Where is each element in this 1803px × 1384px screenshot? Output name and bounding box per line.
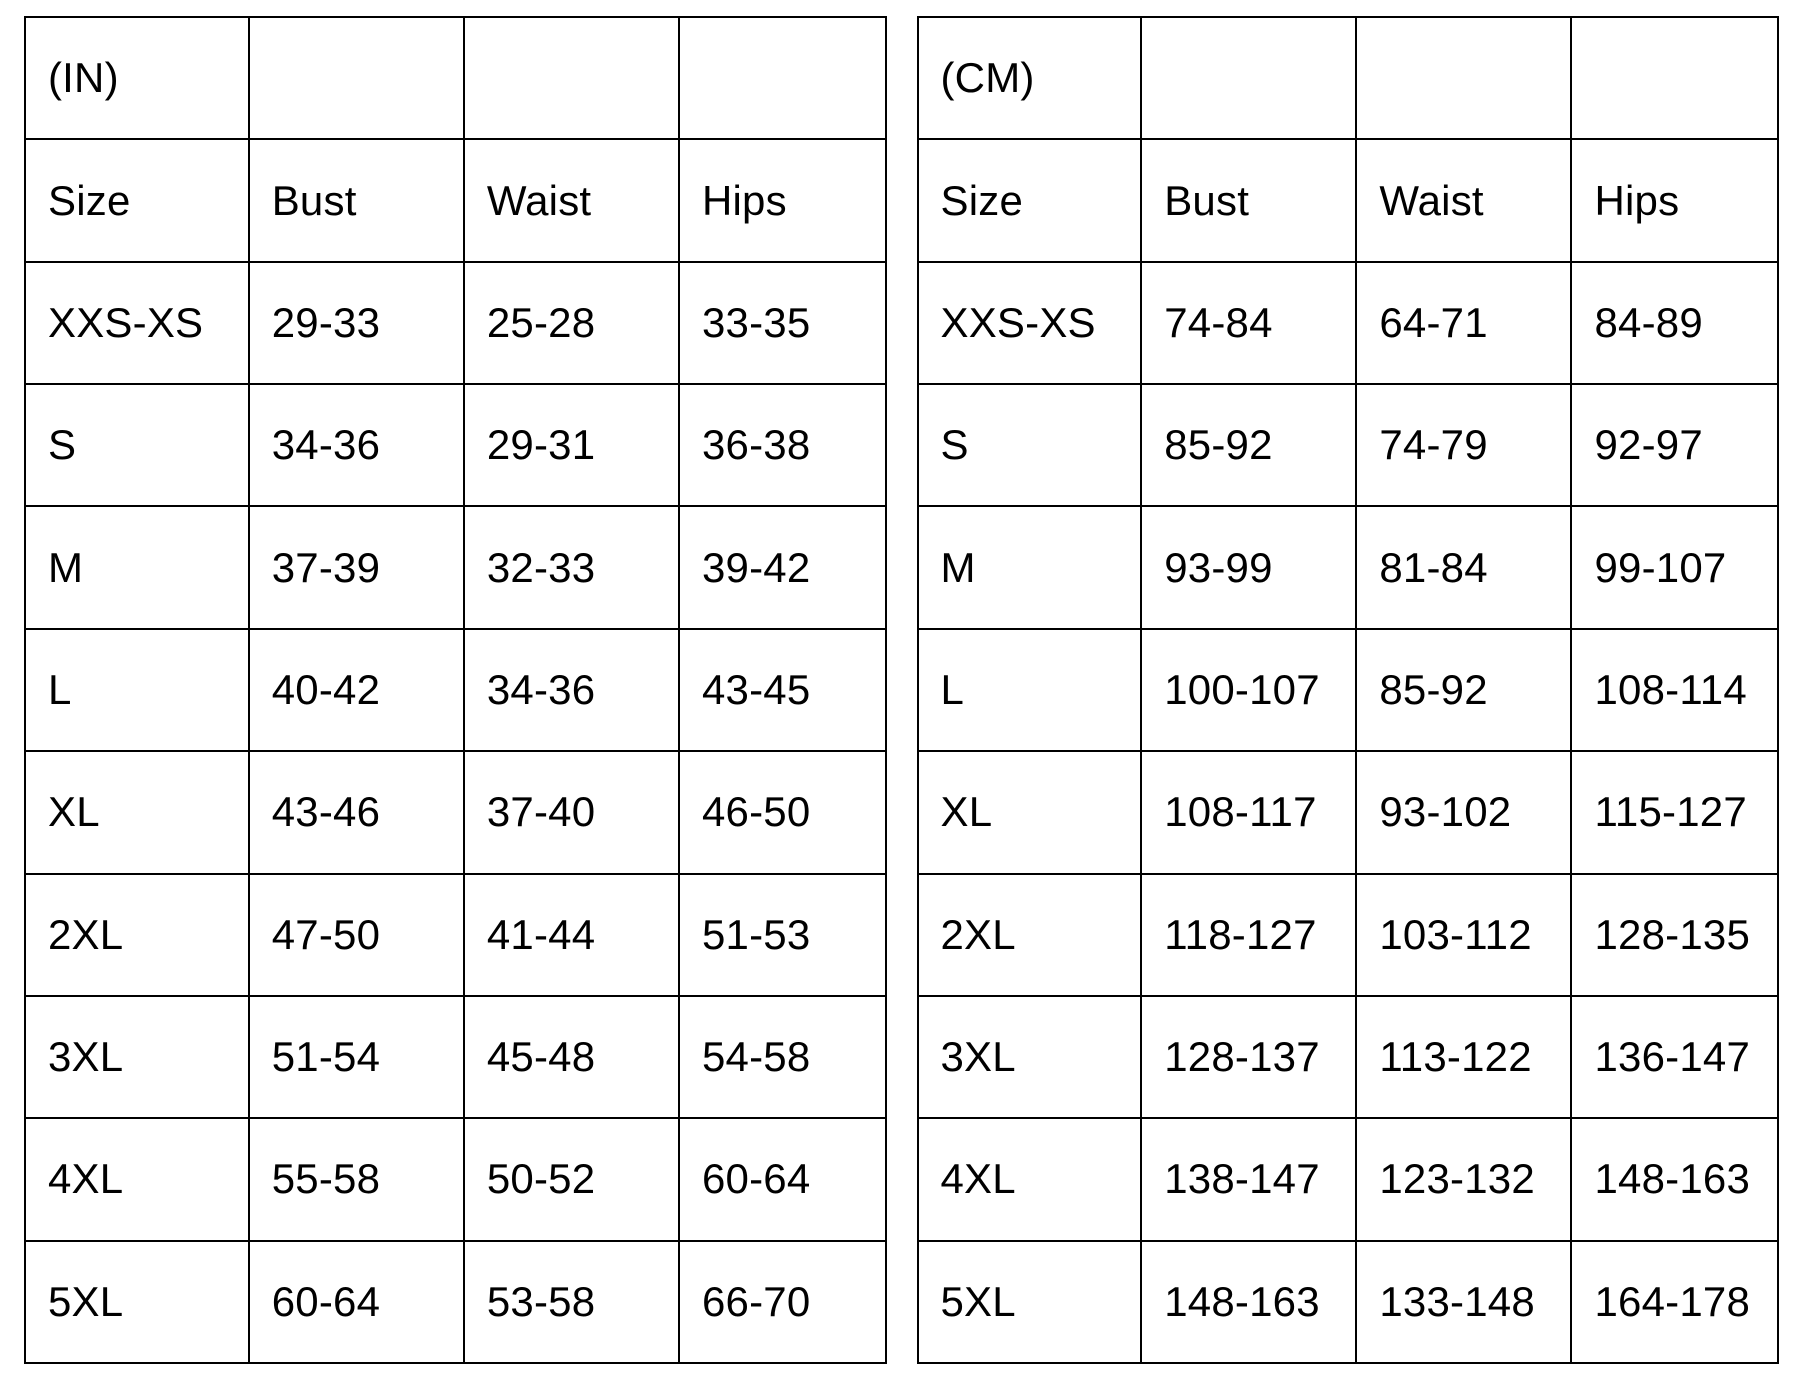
unit-row [25,17,886,139]
cell-waist: 32-33 [464,506,679,628]
cell-waist: 74-79 [1356,384,1571,506]
cell-waist: 25-28 [464,262,679,384]
table-row [25,384,886,506]
table-row [918,629,1779,751]
table-row [918,1118,1779,1240]
cell-waist: 113-122 [1356,996,1571,1118]
blank-cell [679,17,886,139]
cell-waist: 50-52 [464,1118,679,1240]
cell-waist: 81-84 [1356,506,1571,628]
cell-bust: 138-147 [1141,1118,1356,1240]
column-header-waist: Waist [1356,139,1571,261]
cell-size: XXS-XS [25,262,249,384]
blank-cell [1141,17,1356,139]
blank-cell [1356,17,1571,139]
cell-bust: 74-84 [1141,262,1356,384]
cell-hips: 128-135 [1571,874,1778,996]
cell-bust: 51-54 [249,996,464,1118]
cell-hips: 51-53 [679,874,886,996]
cell-waist: 93-102 [1356,751,1571,873]
table-row [25,874,886,996]
cell-bust: 29-33 [249,262,464,384]
unit-label: (CM) [918,17,1142,139]
cell-waist: 103-112 [1356,874,1571,996]
cell-size: 2XL [25,874,249,996]
cell-bust: 118-127 [1141,874,1356,996]
cell-bust: 60-64 [249,1241,464,1363]
blank-cell [249,17,464,139]
table-header-row [918,139,1779,261]
cell-hips: 36-38 [679,384,886,506]
cell-hips: 39-42 [679,506,886,628]
cell-waist: 45-48 [464,996,679,1118]
cell-waist: 37-40 [464,751,679,873]
table-row [25,629,886,751]
cell-bust: 100-107 [1141,629,1356,751]
cell-hips: 148-163 [1571,1118,1778,1240]
cell-hips: 92-97 [1571,384,1778,506]
cell-size: L [25,629,249,751]
table-row [918,384,1779,506]
cell-bust: 85-92 [1141,384,1356,506]
cell-hips: 46-50 [679,751,886,873]
cell-size: XL [25,751,249,873]
table-row [918,996,1779,1118]
cell-waist: 53-58 [464,1241,679,1363]
cell-bust: 55-58 [249,1118,464,1240]
cell-size: S [918,384,1142,506]
table-row [918,1241,1779,1363]
table-row [25,1118,886,1240]
unit-row [918,17,1779,139]
column-header-bust: Bust [249,139,464,261]
unit-label: (IN) [25,17,249,139]
cell-size: 3XL [25,996,249,1118]
table-row [25,506,886,628]
cell-size: M [918,506,1142,628]
cell-bust: 34-36 [249,384,464,506]
inches-table-container [24,16,887,1364]
cell-waist: 123-132 [1356,1118,1571,1240]
table-row [25,996,886,1118]
cell-size: 4XL [25,1118,249,1240]
cell-size: 5XL [918,1241,1142,1363]
cell-waist: 85-92 [1356,629,1571,751]
cell-size: S [25,384,249,506]
size-table-inches [24,16,887,1364]
cell-bust: 93-99 [1141,506,1356,628]
centimeters-table-container [917,16,1780,1364]
cell-hips: 54-58 [679,996,886,1118]
cell-bust: 128-137 [1141,996,1356,1118]
cell-size: 2XL [918,874,1142,996]
cell-hips: 43-45 [679,629,886,751]
blank-cell [464,17,679,139]
cell-size: XL [918,751,1142,873]
cell-bust: 148-163 [1141,1241,1356,1363]
cell-size: 3XL [918,996,1142,1118]
cell-hips: 164-178 [1571,1241,1778,1363]
table-row [25,751,886,873]
blank-cell [1571,17,1778,139]
cell-waist: 34-36 [464,629,679,751]
column-header-size: Size [918,139,1142,261]
column-header-size: Size [25,139,249,261]
cell-hips: 33-35 [679,262,886,384]
table-row [918,262,1779,384]
cell-hips: 99-107 [1571,506,1778,628]
cell-hips: 84-89 [1571,262,1778,384]
table-row [25,262,886,384]
table-row [918,874,1779,996]
column-header-waist: Waist [464,139,679,261]
size-table-centimeters [917,16,1780,1364]
cell-size: L [918,629,1142,751]
table-row [918,506,1779,628]
cell-bust: 47-50 [249,874,464,996]
cell-waist: 133-148 [1356,1241,1571,1363]
cell-bust: 43-46 [249,751,464,873]
cell-hips: 66-70 [679,1241,886,1363]
cell-size: M [25,506,249,628]
cell-bust: 37-39 [249,506,464,628]
column-header-bust: Bust [1141,139,1356,261]
cell-waist: 64-71 [1356,262,1571,384]
cell-hips: 108-114 [1571,629,1778,751]
cell-bust: 108-117 [1141,751,1356,873]
column-header-hips: Hips [679,139,886,261]
cell-hips: 60-64 [679,1118,886,1240]
cell-waist: 29-31 [464,384,679,506]
cell-size: XXS-XS [918,262,1142,384]
cell-size: 4XL [918,1118,1142,1240]
table-row [25,1241,886,1363]
cell-bust: 40-42 [249,629,464,751]
table-header-row [25,139,886,261]
cell-waist: 41-44 [464,874,679,996]
column-header-hips: Hips [1571,139,1778,261]
cell-hips: 115-127 [1571,751,1778,873]
table-row [918,751,1779,873]
cell-size: 5XL [25,1241,249,1363]
cell-hips: 136-147 [1571,996,1778,1118]
